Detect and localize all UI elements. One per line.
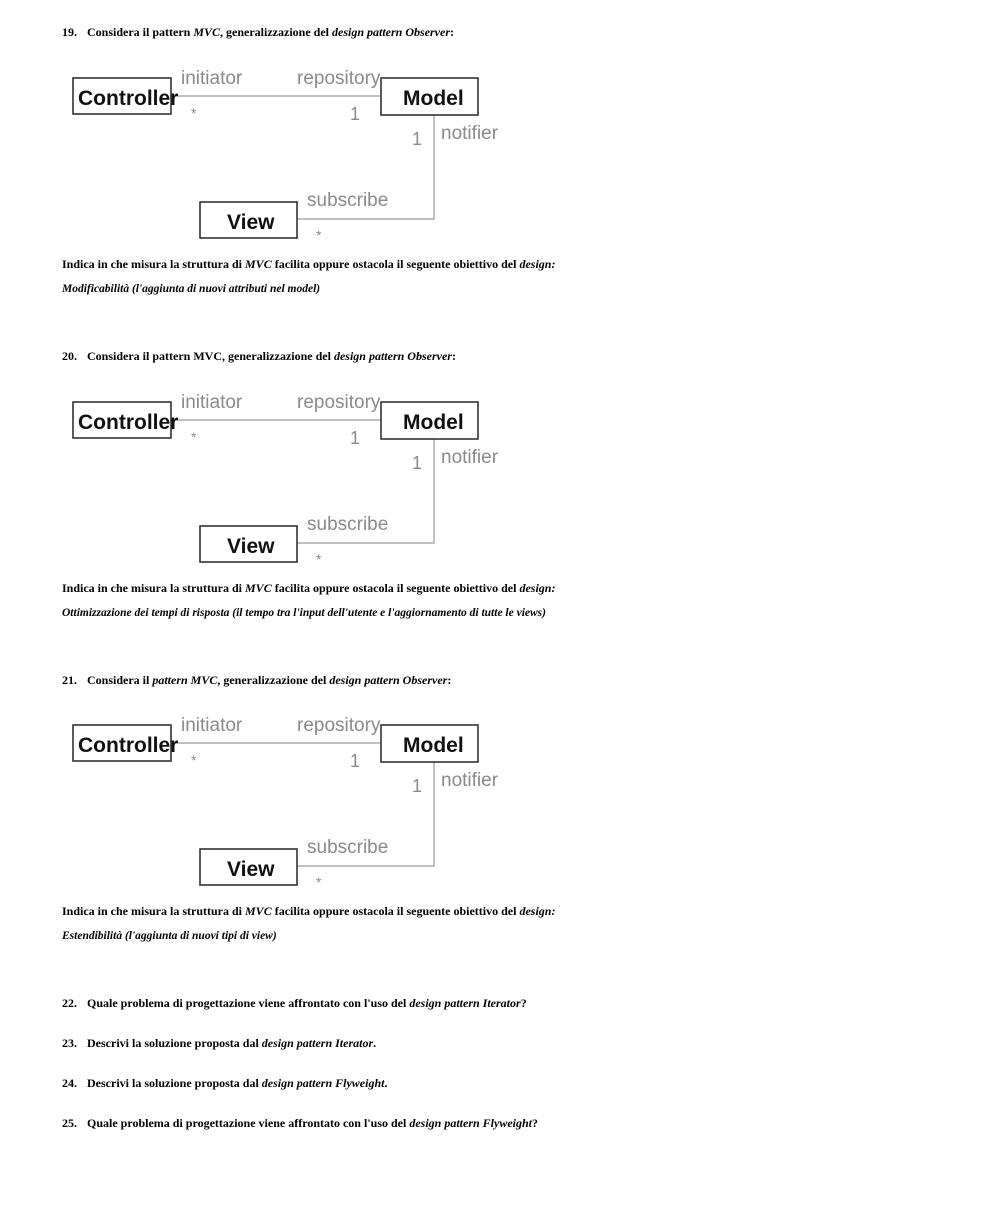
notifier-label: notifier (441, 447, 499, 468)
question-21-objective: Estendibilità (l'aggiunta di nuovi tipi di view) (62, 930, 277, 942)
question-22: 22. Quale problema di progettazione viene affrontato con l'uso del design pattern Iterator? (62, 996, 527, 1010)
question-number: 19. (62, 25, 77, 39)
question-number: 21. (62, 673, 77, 687)
question-25: 25. Quale problema di progettazione viene affrontato con l'uso del design pattern Flyweight? (62, 1116, 539, 1130)
repository-label: repository (297, 715, 381, 736)
multiplicity-many-view: * (316, 227, 322, 242)
initiator-label: initiator (181, 392, 243, 413)
subscribe-label: subscribe (307, 190, 389, 211)
question-number: 22. (62, 996, 77, 1010)
question-number: 25. (62, 1116, 77, 1130)
multiplicity-one-model: 1 (350, 104, 361, 124)
initiator-label: initiator (181, 68, 243, 89)
question-20-title: 20. Considera il pattern MVC, generalizzazione del design pattern Observer: (62, 349, 456, 363)
multiplicity-one-model: 1 (350, 428, 361, 448)
question-24: 24. Descrivi la soluzione proposta dal design pattern Flyweight. (62, 1076, 388, 1090)
notifier-label: notifier (441, 770, 499, 791)
mvc-diagram-20 (68, 386, 508, 566)
view-label: View (227, 858, 275, 881)
question-19-prompt: Indica in che misura la struttura di MVC facilita oppure ostacola il seguente obiettivo del design: (62, 257, 556, 271)
question-number: 23. (62, 1036, 77, 1050)
subscribe-label: subscribe (307, 837, 389, 858)
mvc-diagram-19 (68, 62, 508, 242)
view-label: View (227, 535, 275, 558)
controller-label: Controller (78, 734, 179, 757)
question-number: 24. (62, 1076, 77, 1090)
question-21-prompt: Indica in che misura la struttura di MVC facilita oppure ostacola il seguente obiettivo del design: (62, 904, 556, 918)
multiplicity-one-notifier: 1 (412, 129, 423, 149)
multiplicity-one-notifier: 1 (412, 453, 423, 473)
question-number: 20. (62, 349, 77, 363)
mvc-diagram-21 (68, 709, 508, 889)
question-19-objective: Modificabilità (l'aggiunta di nuovi attributi nel model) (62, 283, 321, 295)
question-20-prompt: Indica in che misura la struttura di MVC facilita oppure ostacola il seguente obiettivo del design: (62, 581, 556, 595)
view-label: View (227, 211, 275, 234)
multiplicity-many-view: * (316, 874, 322, 889)
repository-label: repository (297, 392, 381, 413)
question-23: 23. Descrivi la soluzione proposta dal design pattern Iterator. (62, 1036, 377, 1050)
question-21-title: 21. Considera il pattern MVC, generalizzazione del design pattern Observer: (62, 673, 452, 687)
model-label: Model (403, 87, 464, 110)
question-19-title: 19. Considera il pattern MVC, generalizzazione del design pattern Observer: (62, 25, 454, 39)
controller-label: Controller (78, 87, 179, 110)
multiplicity-many-controller: * (191, 752, 197, 768)
question-20-objective: Ottimizzazione dei tempi di risposta (il tempo tra l'input dell'utente e l'aggiornamento di tutte le views) (62, 607, 546, 619)
repository-label: repository (297, 68, 381, 89)
multiplicity-many-controller: * (191, 105, 197, 121)
controller-label: Controller (78, 411, 179, 434)
initiator-label: initiator (181, 715, 243, 736)
model-label: Model (403, 411, 464, 434)
model-label: Model (403, 734, 464, 757)
multiplicity-many-controller: * (191, 429, 197, 445)
multiplicity-many-view: * (316, 551, 322, 566)
subscribe-label: subscribe (307, 514, 389, 535)
multiplicity-one-model: 1 (350, 751, 361, 771)
notifier-label: notifier (441, 123, 499, 144)
multiplicity-one-notifier: 1 (412, 776, 423, 796)
